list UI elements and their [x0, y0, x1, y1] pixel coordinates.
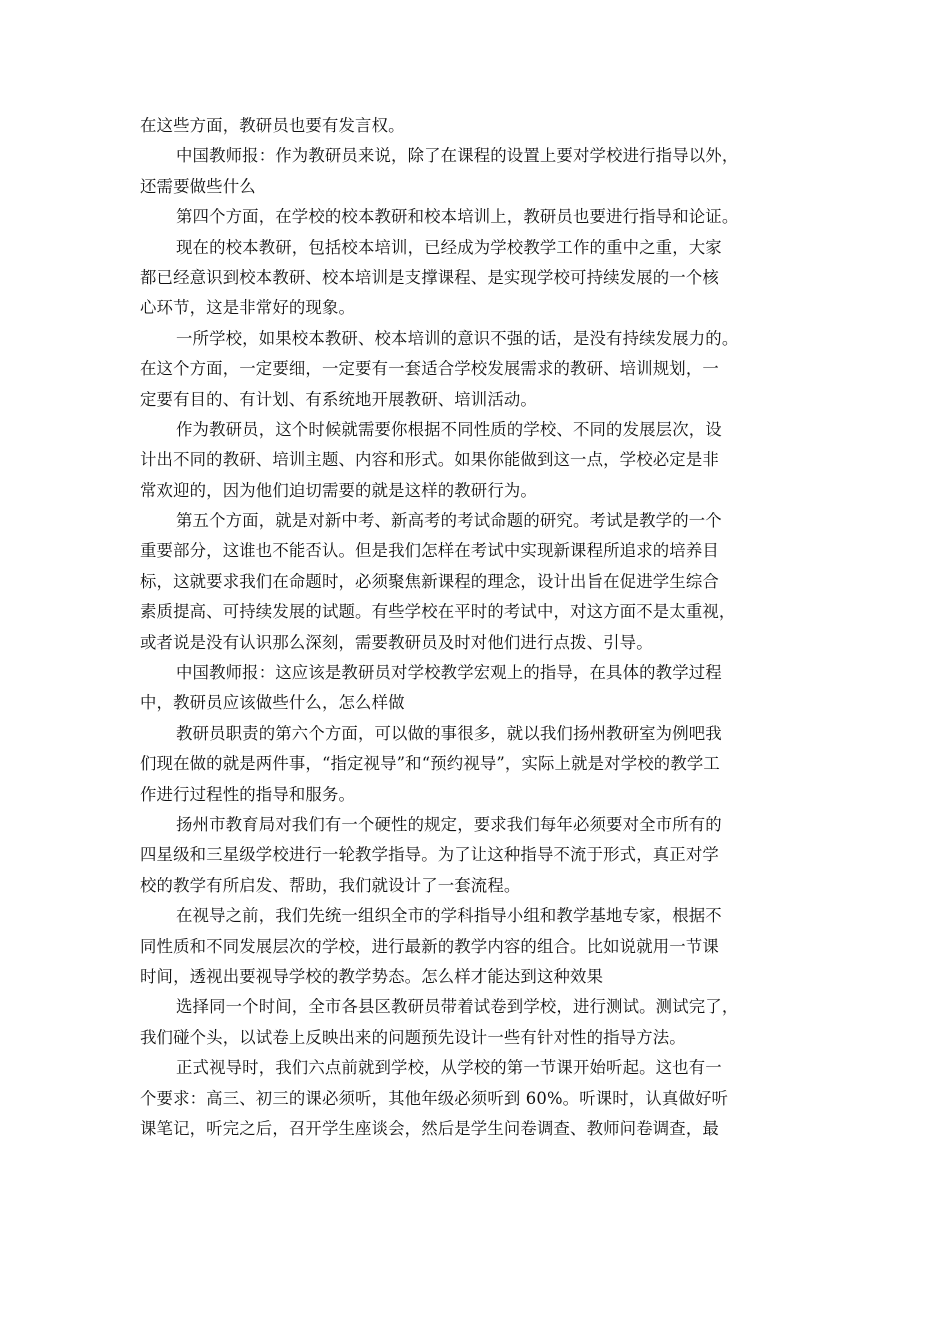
- paragraph-start-line: 在视导之前，我们先统一组织全市的学科指导小组和教学基地专家，根据不: [176, 906, 722, 926]
- paragraph-start-line: 第五个方面，就是对新中考、新高考的考试命题的研究。考试是教学的一个: [176, 511, 722, 531]
- paragraph-start-line: 中国教师报：这应该是教研员对学校教学宏观上的指导，在具体的教学过程: [176, 663, 722, 683]
- text-line: 我们碰个头，以试卷上反映出来的问题预先设计一些有针对性的指导方法。: [140, 1027, 686, 1047]
- text-line: 或者说是没有认识那么深刻，需要教研员及时对他们进行点拨、引导。: [140, 632, 653, 652]
- text-line: 计出不同的教研、培训主题、内容和形式。如果你能做到这一点，学校必定是非: [140, 450, 719, 470]
- paragraph-start-line: 现在的校本教研，包括校本培训，已经成为学校教学工作的重中之重，大家: [176, 237, 722, 257]
- text-line: 们现在做的就是两件事，“指定视导”和“预约视导”，实际上就是对学校的教学工: [140, 754, 720, 774]
- text-line: 都已经意识到校本教研、校本培训是支撑课程、是实现学校可持续发展的一个核: [140, 267, 719, 287]
- text-line: 个要求：高三、初三的课必须听，其他年级必须听到 60%。听课时，认真做好听: [140, 1088, 729, 1108]
- text-line: 常欢迎的，因为他们迫切需要的就是这样的教研行为。: [140, 480, 537, 500]
- paragraph-start-line: 扬州市教育局对我们有一个硬性的规定，要求我们每年必须要对全市所有的: [176, 814, 722, 834]
- document-body: [140, 111, 816, 1144]
- text-line: 校的教学有所启发、帮助，我们就设计了一套流程。: [140, 875, 521, 895]
- paragraph-start-line: 正式视导时，我们六点前就到学校，从学校的第一节课开始听起。这也有一: [176, 1058, 722, 1078]
- text-line: 素质提高、可持续发展的试题。有些学校在平时的考试中，对这方面不是太重视，: [140, 602, 736, 622]
- text-line: 重要部分，这谁也不能否认。但是我们怎样在考试中实现新课程所追求的培养目: [140, 541, 719, 561]
- text-line: 作进行过程性的指导和服务。: [140, 784, 356, 804]
- paragraph-start-line: 中国教师报：作为教研员来说，除了在课程的设置上要对学校进行指导以外，: [176, 146, 739, 166]
- text-line: 还需要做些什么: [140, 176, 256, 196]
- text-line: 定要有目的、有计划、有系统地开展教研、培训活动。: [140, 389, 537, 409]
- text-line: 在这些方面，教研员也要有发言权。: [140, 116, 405, 135]
- text-line: 时间，透视出要视导学校的教学势态。怎么样才能达到这种效果: [140, 966, 604, 986]
- text-line: 标，这就要求我们在命题时，必须聚焦新课程的理念，设计出旨在促进学生综合: [140, 571, 719, 591]
- text-line: 在这个方面，一定要细，一定要有一套适合学校发展需求的教研、培训规划，一: [140, 359, 719, 379]
- text-line: 同性质和不同发展层次的学校，进行最新的教学内容的组合。比如说就用一节课: [140, 936, 719, 956]
- text-line: 四星级和三星级学校进行一轮教学指导。为了让这种指导不流于形式，真正对学: [140, 845, 719, 865]
- text-line: 心环节，这是非常好的现象。: [140, 298, 356, 318]
- paragraph-start-line: 一所学校，如果校本教研、校本培训的意识不强的话，是没有持续发展力的。: [176, 328, 739, 348]
- paragraph-start-line: 选择同一个时间，全市各县区教研员带着试卷到学校，进行测试。测试完了，: [176, 997, 739, 1017]
- paragraph-start-line: 第四个方面，在学校的校本教研和校本培训上，教研员也要进行指导和论证。: [176, 207, 739, 227]
- paragraph-start-line: 教研员职责的第六个方面，可以做的事很多，就以我们扬州教研室为例吧我: [176, 723, 722, 743]
- text-line: 课笔记，听完之后，召开学生座谈会，然后是学生问卷调查、教师问卷调查，最: [140, 1118, 719, 1138]
- text-line: 中，教研员应该做些什么，怎么样做: [140, 693, 405, 713]
- paragraph-start-line: 作为教研员，这个时候就需要你根据不同性质的学校、不同的发展层次，设: [176, 419, 722, 439]
